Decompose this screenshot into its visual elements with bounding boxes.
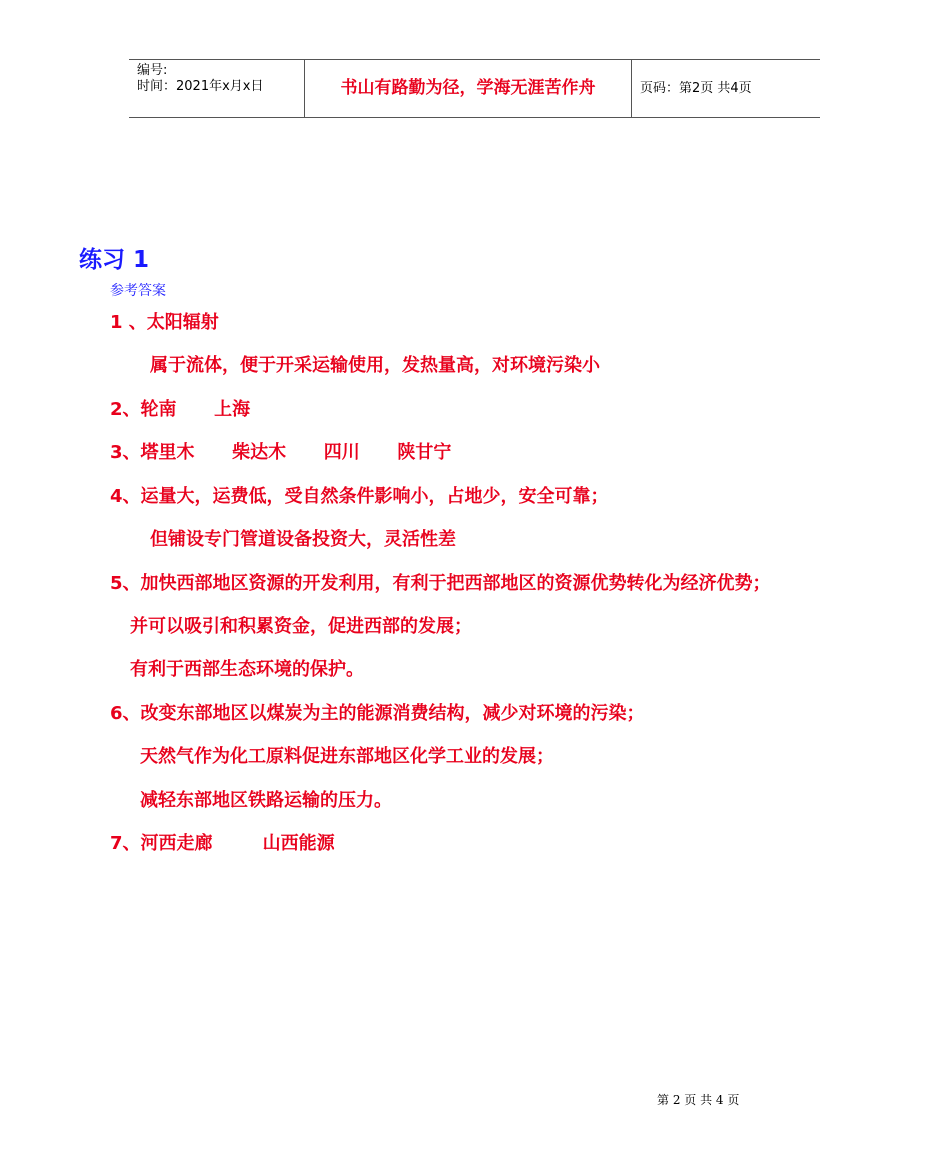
answer-subtitle: 参考答案 [110, 283, 166, 299]
answer-line-6-detail-b: 减轻东部地区铁路运输的压力。 [140, 790, 392, 811]
answer-line-4: 4、运量大，运费低，受自然条件影响小，占地少，安全可靠； [110, 486, 609, 507]
header-meta-cell [129, 60, 305, 117]
document-time-label: 时间：2021年x月x日 [137, 79, 264, 94]
document-number-label: 编号: [137, 63, 168, 78]
answer-line-2: 2、轮南 上海 [110, 399, 251, 420]
answer-line-3: 3、塔里木 柴达木 四川 陕甘宁 [110, 442, 452, 463]
page-header [129, 59, 820, 118]
answer-line-6-detail-a: 天然气作为化工原料促进东部地区化学工业的发展； [140, 746, 554, 767]
answer-line-5: 5、加快西部地区资源的开发利用，有利于把西部地区的资源优势转化为经济优势； [110, 573, 771, 594]
header-motto: 书山有路勤为径，学海无涯苦作舟 [305, 60, 632, 117]
page-footer: 第 2 页 共 4 页 [657, 1093, 740, 1107]
answer-line-1-detail: 属于流体，便于开采运输使用，发热量高，对环境污染小 [150, 355, 600, 376]
answer-line-1: 1 、太阳辐射 [110, 312, 219, 333]
answer-line-5-detail-b: 有利于西部生态环境的保护。 [130, 659, 364, 680]
header-page-number: 页码：第2页 共4页 [640, 81, 752, 96]
answer-line-6: 6、改变东部地区以煤炭为主的能源消费结构，减少对环境的污染； [110, 703, 645, 724]
answer-line-4-detail: 但铺设专门管道设备投资大，灵活性差 [150, 529, 456, 550]
answer-line-5-detail-a: 并可以吸引和积累资金，促进西部的发展； [130, 616, 472, 637]
exercise-title: 练习 1 [79, 247, 150, 273]
answer-line-7: 7、河西走廊 山西能源 [110, 833, 335, 854]
